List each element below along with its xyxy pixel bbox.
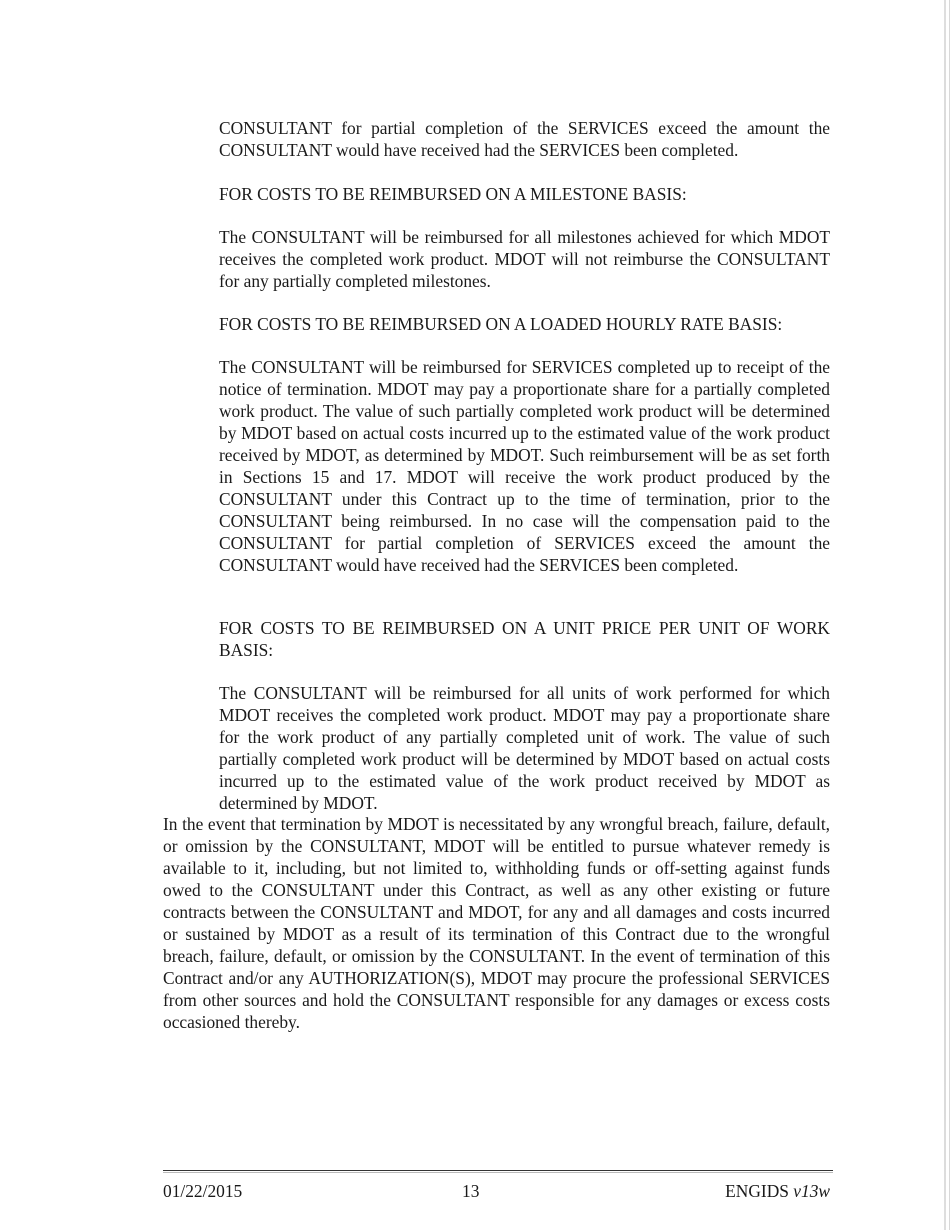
paragraph-continuation: CONSULTANT for partial completion of the SERVICES exceed the amount the CONSULTANT would have received had the SERVICES been completed. <box>219 118 830 160</box>
footer-divider <box>163 1170 833 1171</box>
footer-page-number: 13 <box>462 1181 480 1201</box>
heading-hourly-rate-basis: FOR COSTS TO BE REIMBURSED ON A LOADED HOURLY RATE BASIS: <box>219 314 783 334</box>
scan-edge-line <box>944 0 946 1230</box>
footer-date: 01/22/2015 <box>163 1181 243 1201</box>
paragraph-wrongful-termination: In the event that termination by MDOT is necessitated by any wrongful breach, failure, default, or omission by the CONSULTANT, MDOT will be entitled to pursue whatever remedy is available to it, including, but not limited to, withholding funds or off-setting against funds owed to the CONSULTANT under this Contract, as well as any other existing or future contracts between the CONSULTANT and MDOT, for any and all damages and costs incurred or sustained by MDOT as a result of its termination of this Contract due to the wrongful breach, failure, default, or omission by the CONSULTANT. In the event of termination of this Contract and/or any AUTHORIZATION(S), MDOT may procure the professional SERVICES from other sources and hold the CONSULTANT responsible for any damages or excess costs occasioned thereby. <box>163 814 830 1032</box>
footer-doc-name: ENGIDS <box>725 1181 789 1201</box>
paragraph-hourly-rate: The CONSULTANT will be reimbursed for SERVICES completed up to receipt of the notice of termination. MDOT may pay a proportionate share for a partially completed work product. The value of such partially completed work product will be determined by MDOT based on actual costs incurred up to the estimated value of the work product received by MDOT, as determined by MDOT. Such reimbursement will be as set forth in Sections 15 and 17. MDOT will receive the work product produced by the CONSULTANT under this Contract up to the time of termination, prior to the CONSULTANT being reimbursed. In no case will the compensation paid to the CONSULTANT for partial completion of SERVICES exceed the amount the CONSULTANT would have received had the SERVICES been completed. <box>219 357 830 575</box>
footer-doc-version: v13w <box>793 1181 830 1201</box>
paragraph-milestone: The CONSULTANT will be reimbursed for all milestones achieved for which MDOT receives the completed work product. MDOT will not reimburse the CONSULTANT for any partially completed milestones. <box>219 227 830 291</box>
heading-unit-price-basis: FOR COSTS TO BE REIMBURSED ON A UNIT PRICE PER UNIT OF WORK BASIS: <box>219 618 830 660</box>
heading-milestone-basis: FOR COSTS TO BE REIMBURSED ON A MILESTONE BASIS: <box>219 184 687 204</box>
paragraph-unit-price: The CONSULTANT will be reimbursed for all units of work performed for which MDOT receives the completed work product. MDOT may pay a proportionate share for the work product of any partially completed unit of work. The value of such partially completed work product will be determined by MDOT based on actual costs incurred up to the estimated value of the work product received by MDOT as determined by MDOT. <box>219 683 830 813</box>
footer-doc-id <box>725 1180 830 1202</box>
footer-divider-shadow <box>163 1172 833 1173</box>
